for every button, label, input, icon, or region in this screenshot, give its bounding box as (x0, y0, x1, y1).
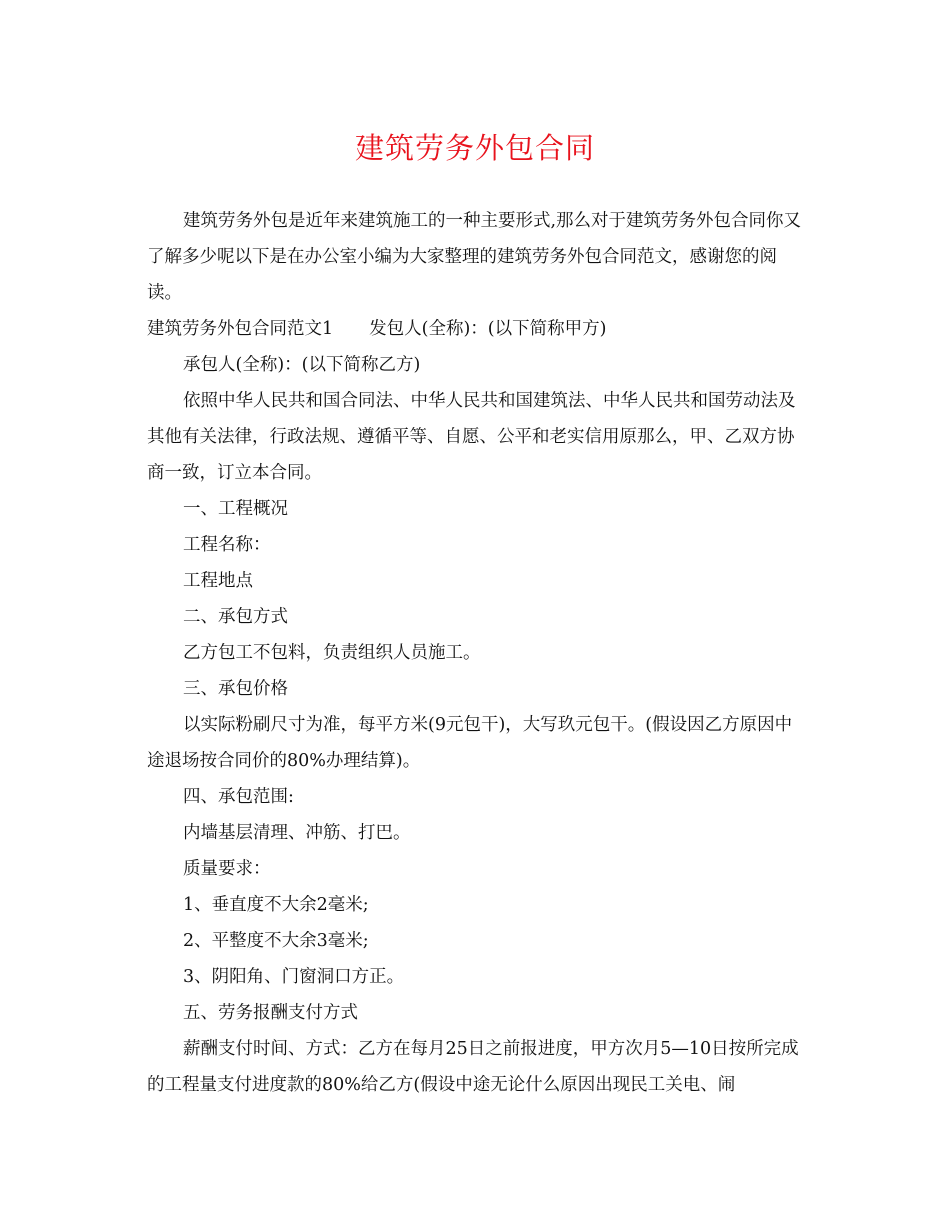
document-title: 建筑劳务外包合同 (354, 131, 595, 165)
section-1-title: 一、工程概况 (183, 499, 288, 519)
intro-paragraph: 建筑劳务外包是近年来建筑施工的一种主要形式,那么对于建筑劳务外包合同你又了解多少呢以下是在办公室小编为大家整理的建筑劳务外包合同范文，感谢您的阅读。 (147, 211, 802, 303)
sample-heading: 建筑劳务外包合同范文1 (147, 319, 334, 339)
project-name: 工程名称： (183, 535, 271, 555)
price-paragraph: 以实际粉刷尺寸为准，每平方米(9元包干)，大写玖元包干。(假设因乙方原因中途退场按合同价的80%办理结算)。 (147, 715, 793, 771)
legal-basis-paragraph: 依照中华人民共和国合同法、中华人民共和国建筑法、中华人民共和国劳动法及其他有关法律，行政法规、遵循平等、自愿、公平和老实信用原那么，甲、乙双方协商一致，订立本合同。 (147, 391, 796, 483)
section-4-title: 四、承包范围: (183, 787, 294, 807)
scope-text: 内墙基层清理、冲筋、打巴。 (183, 823, 411, 843)
quality-item-1: 1、垂直度不大余2毫米; (183, 895, 369, 915)
quality-item-2: 2、平整度不大余3毫米; (183, 931, 369, 951)
payment-paragraph: 薪酬支付时间、方式：乙方在每月25日之前报进度，甲方次月5—10日按所完成的工程量支付进度款的80%给乙方(假设中途无论什么原因出现民工关电、闹 (147, 1039, 799, 1095)
party-a: 发包人(全称)：(以下简称甲方) (369, 319, 607, 339)
quality-item-3: 3、阴阳角、门窗洞口方正。 (183, 967, 405, 987)
section-3-title: 三、承包价格 (183, 679, 288, 699)
contract-mode: 乙方包工不包料，负责组织人员施工。 (183, 643, 481, 663)
sample-heading-line (147, 311, 807, 347)
project-location: 工程地点 (183, 571, 253, 591)
quality-title: 质量要求： (183, 859, 271, 879)
party-b: 承包人(全称)：(以下简称乙方) (183, 355, 421, 375)
section-2-title: 二、承包方式 (183, 607, 288, 627)
section-5-title: 五、劳务报酬支付方式 (183, 1003, 358, 1023)
document-body (147, 203, 807, 1103)
